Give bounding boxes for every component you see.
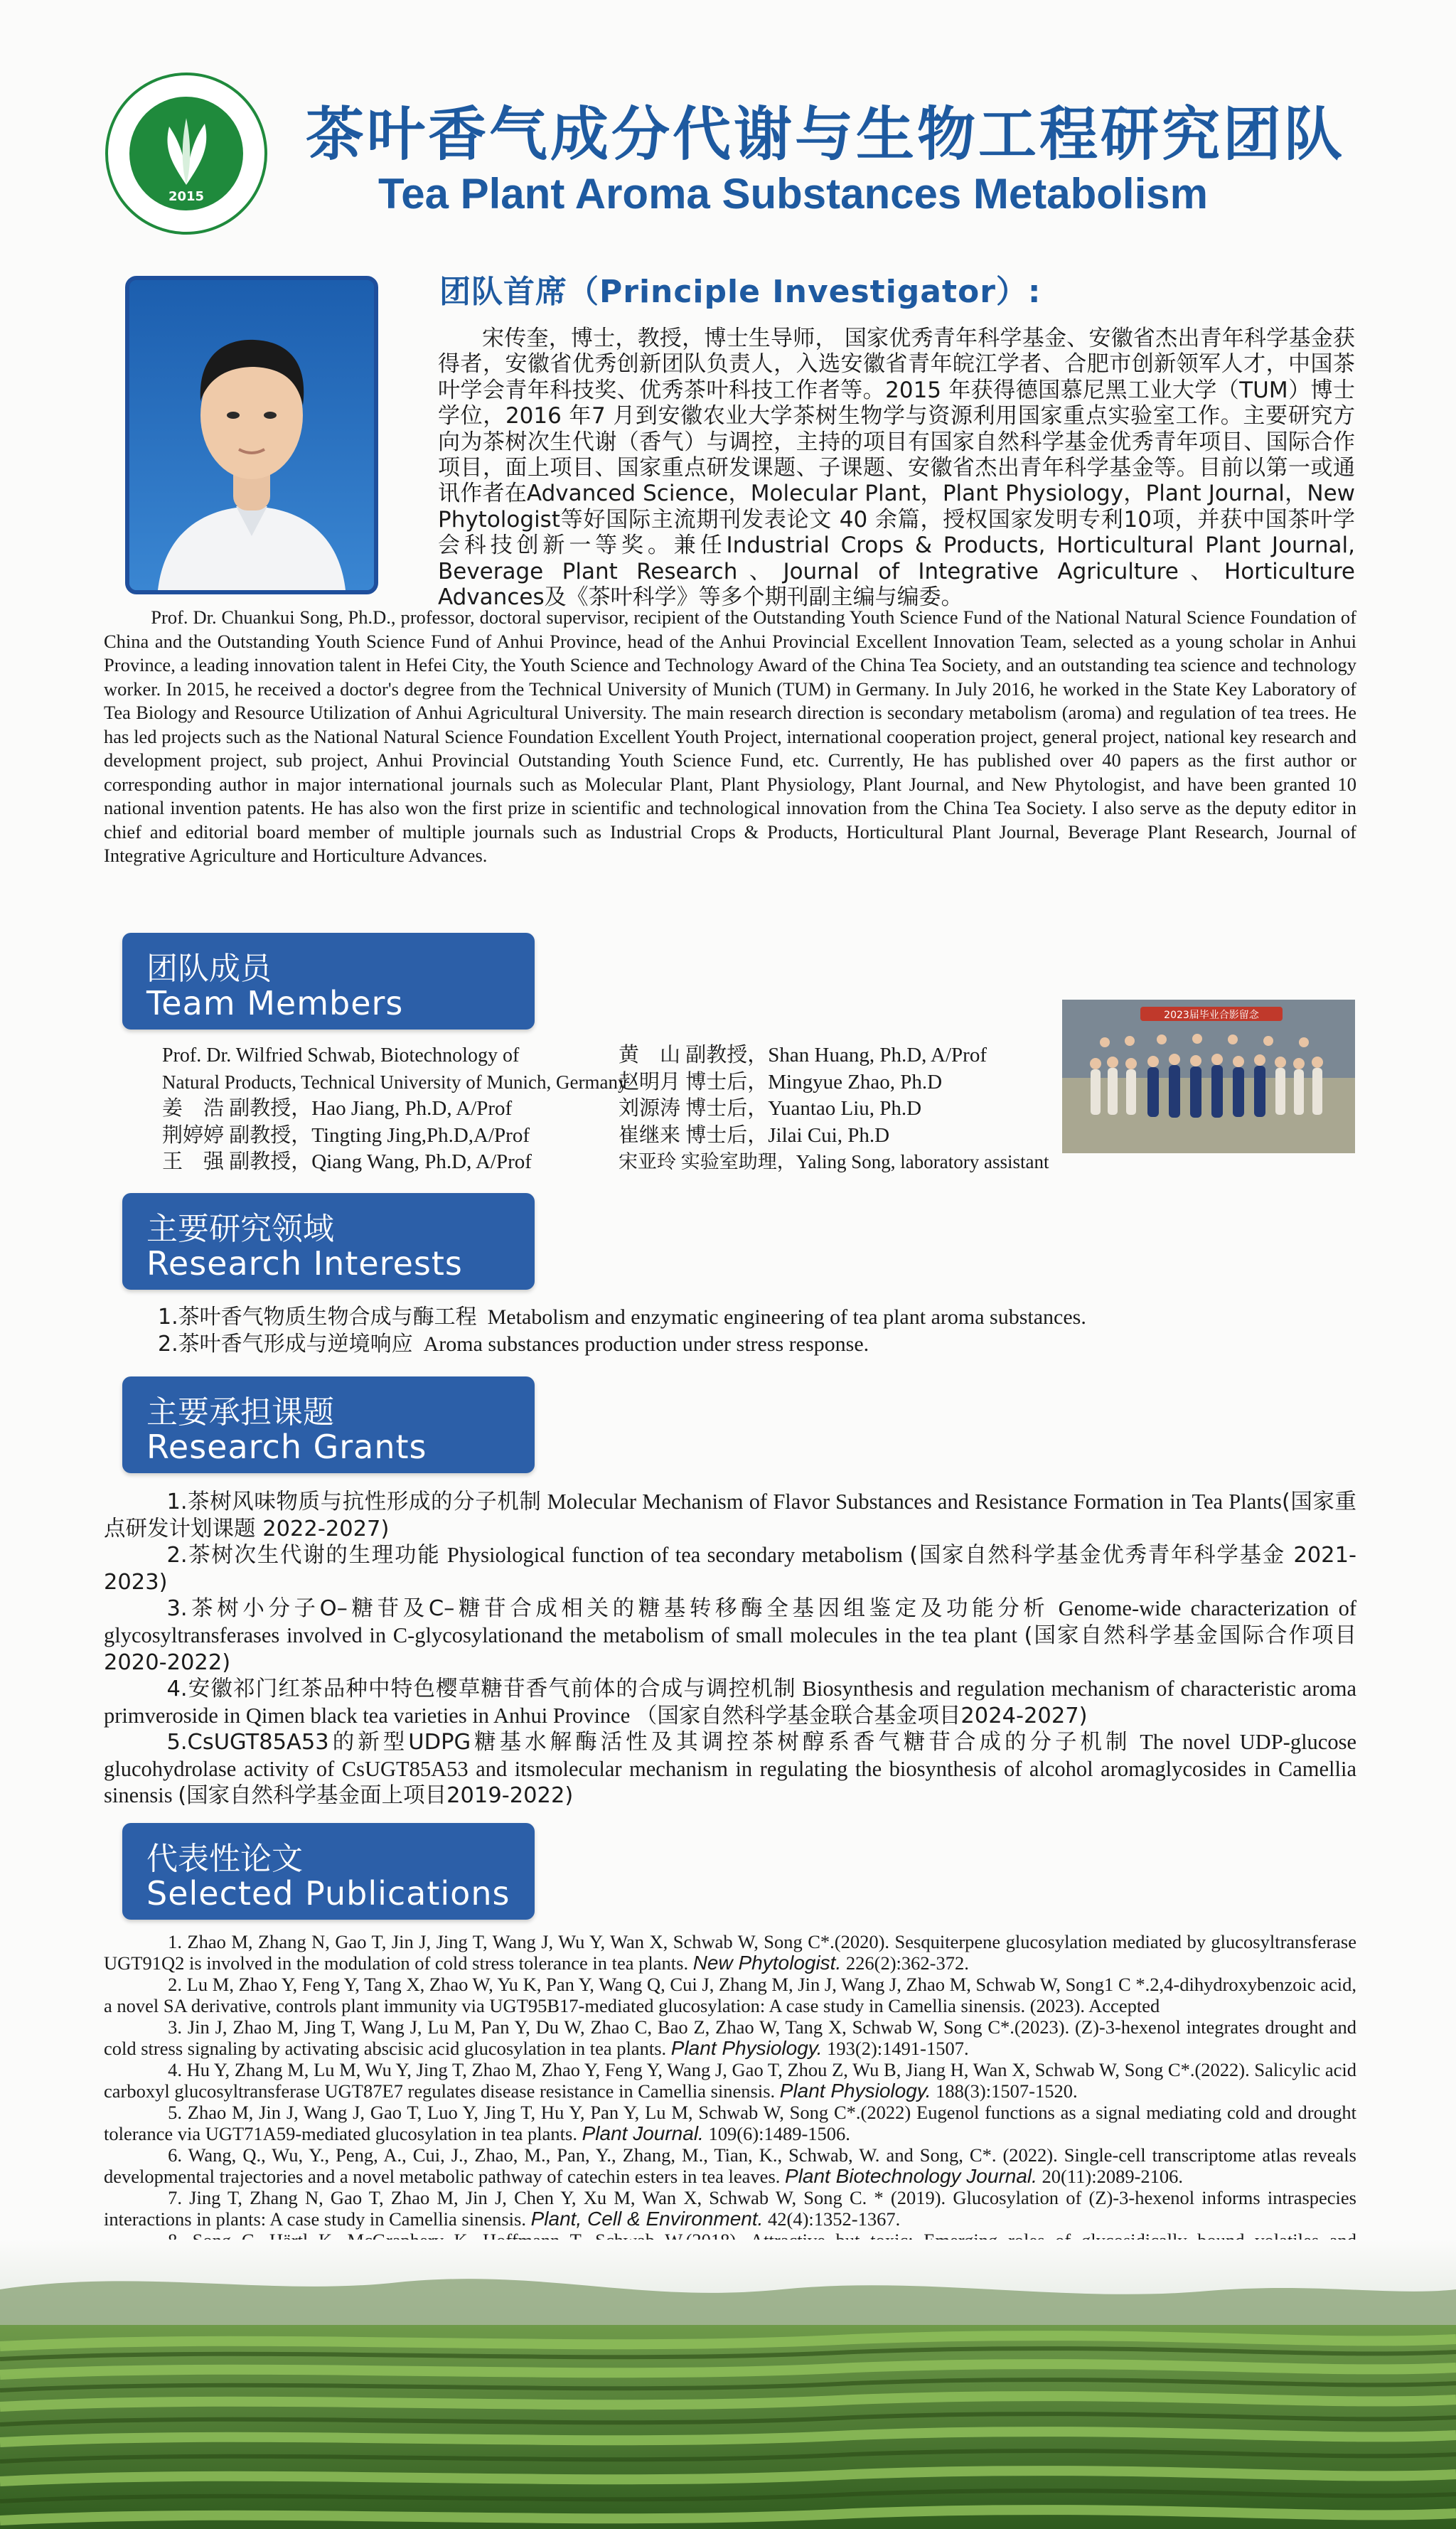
grant-fund: (国家自然科学基金面上项目2019-2022)	[178, 1782, 574, 1808]
interest-en: Aroma substances production under stress response.	[423, 1332, 869, 1356]
page-subtitle: Tea Plant Aroma Substances Metabolism	[378, 170, 1208, 218]
interest-en: Metabolism and enzymatic engineering of tea plant aroma substances.	[487, 1305, 1086, 1329]
grant-item	[104, 1729, 1356, 1809]
grant-cn: 2.茶树次生代谢的生理功能	[166, 1543, 441, 1568]
pub-text: 3. Jin J, Zhao M, Jing T, Wang J, Lu M, Pan Y, Du W, Zhao C, Bao Z, Zhao W, Tang X, Schwab W, Song C*.(2023). (Z)-3-hexenol integrates drought and cold stress signaling by activating abscisic acid glucosylation in tea plants.	[104, 2016, 1356, 2059]
interest-cn: 2.茶叶香气形成与逆境响应	[158, 1331, 413, 1357]
section-title-en: Team Members	[146, 984, 404, 1022]
grant-cn: 1.茶树风味物质与抗性形成的分子机制	[166, 1490, 542, 1514]
pub-journal: Plant Biotechnology Journal.	[785, 2165, 1037, 2187]
section-title-cn: 代表性论文	[146, 1841, 303, 1877]
grant-fund: (国家自然科学基金优秀青年科学基金 2021-2023)	[104, 1543, 1356, 1595]
logo-year: 2015	[168, 189, 205, 204]
member-row: 赵明月 博士后，Mingyue Zhao, Ph.D	[619, 1070, 943, 1094]
grant-cn: 5.CsUGT85A53的新型UDPG糖基水解酶活性及其调控茶树醇系香气糖苷合成的分子机制	[166, 1730, 1131, 1755]
pub-text: 2. Lu M, Zhao Y, Feng Y, Tang X, Zhao W, Yu K, Pan Y, Wang Q, Cui J, Zhang M, Jin J, Wang J, Zhao M, Schwab W, Song1 C *.2,4-dihydroxybenzoic acid, a novel SA derivative, controls plant immunity via UGT95B17-mediated glucosylation: A case study in Camellia sinensis. (2023). Accepted	[104, 1974, 1356, 2016]
pub-text: 6. Wang, Q., Wu, Y., Peng, A., Cui, J., Zhao, M., Pan, Y., Zhang, M., Tian, K., Schwab, W. and Song, C*. (2022). Single-cell transcriptome atlas reveals developmental trajectories and a novel metabolic pathway of catechin esters in tea leaves.	[104, 2144, 1356, 2187]
interest-item	[158, 1304, 1086, 1331]
pub-volume: 42(4):1352-1367.	[763, 2208, 901, 2230]
lab-logo	[104, 71, 269, 236]
member-row: 崔继来 博士后，Jilai Cui, Ph.D	[619, 1123, 890, 1147]
pub-volume: 193(2):1491-1507.	[822, 2038, 969, 2059]
member-row: 王 强 副教授，Qiang Wang, Ph.D, A/Prof	[162, 1150, 532, 1173]
grant-fund: (国家重点研发计划课题 2022-2027)	[104, 1490, 1356, 1541]
section-title-cn: 主要研究领域	[146, 1211, 334, 1247]
member-row: 宋亚玲 实验室助理，Yaling Song, laboratory assistant	[619, 1151, 1049, 1172]
research-interests-list	[158, 1304, 1086, 1357]
pub-text: 5. Zhao M, Jin J, Wang J, Gao T, Luo Y, Jing T, Hu Y, Pan Y, Lu M, Schwab W, Song C*.(2022) Eugenol functions as a signal mediating cold and drought tolerance via UGT71A59-mediated glucosylation in tea plants.	[104, 2102, 1356, 2144]
member-row: Prof. Dr. Wilfried Schwab, Biotechnology of	[162, 1044, 520, 1066]
pub-volume: 20(11):2089-2106.	[1037, 2166, 1184, 2187]
pub-journal: Plant Physiology.	[670, 2037, 823, 2059]
interest-item	[158, 1331, 1086, 1358]
section-title-en: Selected Publications	[146, 1874, 510, 1913]
grant-cn: 4.安徽祁门红茶品种中特色樱草糖苷香气前体的合成与调控机制	[166, 1677, 796, 1702]
member-row: 姜 浩 副教授，Hao Jiang, Ph.D, A/Prof	[162, 1097, 513, 1120]
pub-volume: 109(6):1489-1506.	[703, 2123, 850, 2144]
section-title-cn: 主要承担课题	[146, 1394, 334, 1431]
member-row: 黄 山 副教授，Shan Huang, Ph.D, A/Prof	[619, 1044, 987, 1066]
grant-item	[104, 1676, 1356, 1729]
section-header-team	[122, 933, 535, 1030]
grant-cn: 3.茶树小分子O–糖苷及C–糖苷合成相关的糖基转移酶全基因组鉴定及功能分析	[166, 1596, 1049, 1622]
pub-volume: 226(2):362-372.	[841, 1952, 969, 1974]
group-photo-banner: 2023届毕业合影留念	[1164, 1010, 1259, 1021]
member-row: 刘源涛 博士后，Yuantao Liu, Ph.D	[619, 1097, 922, 1120]
grant-item	[104, 1489, 1356, 1542]
publications-list	[104, 1931, 1356, 2272]
member-row: Natural Products, Technical University of Munich, Germany	[162, 1071, 628, 1093]
grant-en: Molecular Mechanism of Flavor Substances and Resistance Formation in Tea Plants	[541, 1490, 1282, 1514]
pi-heading: 团队首席（Principle Investigator）:	[439, 274, 1042, 310]
members-left	[162, 1042, 627, 1176]
members-right	[619, 1042, 1049, 1176]
research-grants-list	[104, 1489, 1356, 1809]
grant-en: Physiological function of tea secondary metabolism	[440, 1543, 910, 1568]
section-title-en: Research Grants	[146, 1428, 427, 1466]
publication-item	[104, 2102, 1356, 2144]
section-title-cn: 团队成员	[146, 951, 272, 987]
section-header-publications	[122, 1823, 535, 1920]
team-group-photo	[1062, 1000, 1355, 1153]
pub-volume: 188(3):1507-1520.	[931, 2080, 1078, 2102]
pub-text: 1. Zhao M, Zhang N, Gao T, Jin J, Jing T, Wang J, Wu Y, Wan X, Schwab W, Song C*.(2020). Sesquiterpene glucosylation mediated by glucosyltransferase UGT91Q2 is involved in the modulation of cold stress tolerance in tea plants.	[104, 1931, 1356, 1974]
grant-fund: (国家自然科学基金国际合作项目2020-2022)	[104, 1622, 1356, 1675]
pi-bio-en: Prof. Dr. Chuankui Song, Ph.D., professor, doctoral supervisor, recipient of the Outstanding Youth Science Fund of the National Natural Science Foundation of China and the Outstanding Youth Science Fund of Anhui Province, head of the Anhui Provincial Excellent Innovation Team, selected as a young scholar in Anhui Province, a leading innovation talent in Hefei City, the Youth Science and Technology Award of the China Tea Society, and an outstanding tea science and technology worker. In 2015, he received a doctor's degree from the Technical University of Munich (TUM) in Germany. In July 2016, he worked in the State Key Laboratory of Tea Biology and Resource Utilization of Anhui Agricultural University. The main research direction is secondary metabolism (aroma) and regulation of tea trees. He has led projects such as the National Natural Science Foundation Excellent Youth Project, international cooperation project, general project, national key research and development project, sub project, Anhui Provincial Outstanding Youth Science Fund, etc. Currently, He has published over 40 papers as the first author or corresponding author in major international journals such as Molecular Plant, Plant Physiology, Plant Journal, and New Phytologist, and have been granted 10 national invention patents. He has also won the first prize in scientific and technological innovation from the China Tea Society. I also serve as the deputy editor in chief and editorial board member of multiple journals such as Industrial Crops & Products, Horticultural Plant Journal, Beverage Plant Research, Journal of Integrative Agriculture and Horticulture Advances.	[104, 606, 1356, 866]
publication-item	[104, 2187, 1356, 2230]
pi-portrait	[125, 276, 378, 594]
grant-en: Genome-wide characterization of glycosyltransferases involved in C-glycosylationand the metabolism of small molecules in the tea plant	[104, 1596, 1356, 1647]
grant-en: The novel UDP-glucose glucohydrolase activity of CsUGT85A53 and itsmolecular mechanism in regulating the biosynthesis of alcohol aromaglycosides in Camellia sinensis	[104, 1730, 1356, 1807]
page-title: 茶叶香气成分代谢与生物工程研究团队	[306, 101, 1346, 169]
section-header-interests	[122, 1193, 535, 1290]
tea-plantation-image	[0, 2240, 1456, 2529]
grant-en: Biosynthesis and regulation mechanism of characteristic aroma primveroside in Qimen black tea varieties in Anhui Province	[104, 1677, 1356, 1728]
interest-cn: 1.茶叶香气物质生物合成与酶工程	[158, 1305, 477, 1330]
pub-text: 7. Jing T, Zhang N, Gao T, Zhao M, Jin J, Chen Y, Xu M, Wan X, Schwab W, Song C. * (2019). Glucosylation of (Z)-3-hexenol informs intraspecies interactions in plants: A case study in Camellia sinensis.	[104, 2187, 1356, 2230]
pub-journal: Plant, Cell & Environment.	[530, 2208, 764, 2230]
section-header-grants	[122, 1376, 535, 1473]
publication-item	[104, 1931, 1356, 1974]
publication-item	[104, 1974, 1356, 2016]
member-row: 荆婷婷 副教授，Tingting Jing,Ph.D,A/Prof	[162, 1123, 530, 1147]
section-title-en: Research Interests	[146, 1244, 463, 1283]
grant-item	[104, 1595, 1356, 1676]
pi-bio-cn: 宋传奎，博士，教授，博士生导师， 国家优秀青年科学基金、安徽省杰出青年科学基金获得者，安徽省优秀创新团队负责人，入选安徽省青年皖江学者、合肥市创新领军人才，中国茶叶学会青年科技奖、优秀茶叶科技工作者等。2015 年获得德国慕尼黑工业大学（TUM）博士学位，2016 年7 月到安徽农业大学茶树生物学与资源利用国家重点实验室工作。主要研究方向为茶树次生代谢（香气）与调控，主持的项目有国家自然科学基金优秀青年项目、国际合作项目，面上项目、国家重点研发课题、子课题、安徽省杰出青年科学基金等。目前以第一或通讯作者在Advanced Science，Molecular Plant，Plant Physiology，Plant Journal，New Phytologist等好国际主流期刊发表论文 40 余篇，授权国家发明专利10项，并获中国茶叶学会科技创新一等奖。兼任Industrial Crops & Products, Horticultural Plant Journal, Beverage Plant Research、Journal of Integrative Agriculture、Horticulture Advances及《茶叶科学》等多个期刊副主编与编委。	[438, 326, 1355, 611]
pub-text: 4. Hu Y, Zhang M, Lu M, Wu Y, Jing T, Zhao M, Zhao Y, Feng Y, Wang J, Gao T, Zhou Z, Wu B, Jiang H, Wan X, Schwab W, Song C*.(2022). Salicylic acid carboxyl glucosyltransferase UGT87E7 regulates disease resistance in Camellia sinensis.	[104, 2059, 1356, 2102]
pub-journal: New Phytologist.	[692, 1952, 842, 1974]
grant-item	[104, 1542, 1356, 1595]
pub-journal: Plant Journal.	[582, 2122, 704, 2144]
grant-fund: （国家自然科学基金联合基金项目2024-2027)	[635, 1703, 1088, 1728]
publication-item	[104, 2016, 1356, 2059]
publication-item	[104, 2144, 1356, 2187]
pub-journal: Plant Physiology.	[779, 2080, 931, 2102]
publication-item	[104, 2059, 1356, 2102]
